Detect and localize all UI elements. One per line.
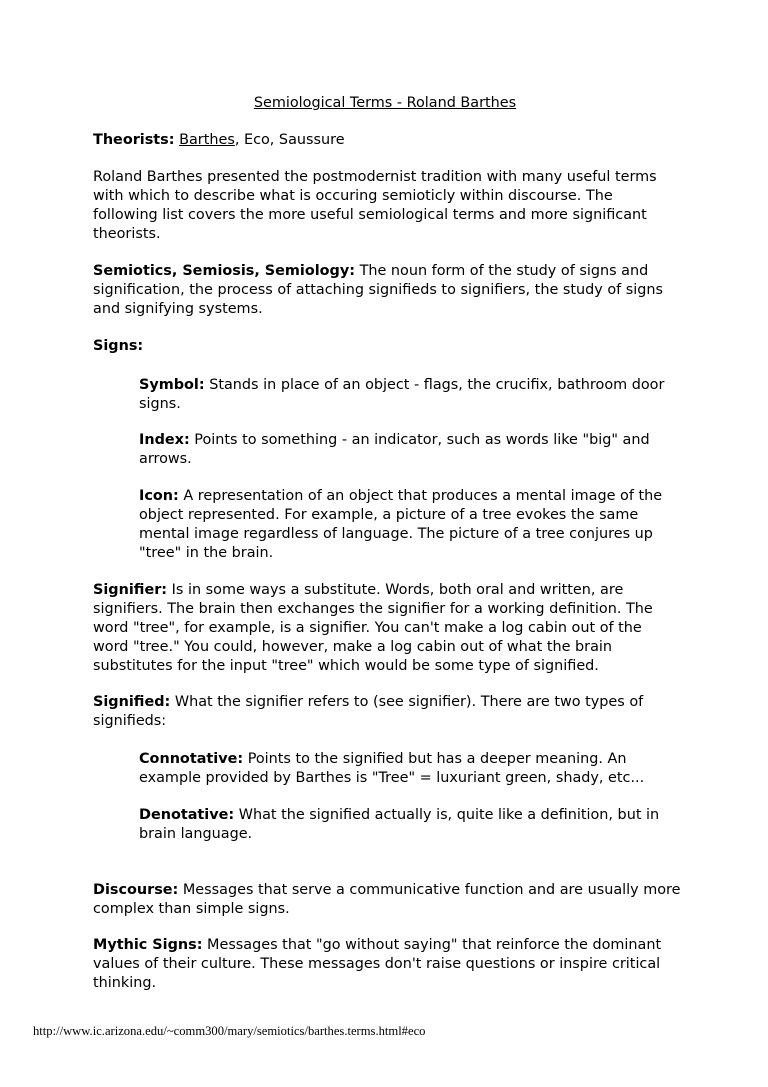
definition-line: What the signifier refers to (see signifier). There are two types of [170, 694, 644, 710]
definition-line: word "tree." You could, however, make a log cabin out of what the brain [93, 638, 613, 655]
definition-line: signification, the process of attaching signifieds to signifiers, the study of signs [93, 281, 664, 298]
signified-term: Signified: [93, 694, 171, 710]
theorists-line [93, 131, 693, 150]
definition-line: values of their culture. These messages don't raise questions or inspire critical [93, 955, 661, 972]
theorists-rest: , Eco, Saussure [234, 132, 345, 148]
definition-line: A representation of an object that produces a mental image of the [178, 488, 663, 504]
icon-definition [139, 487, 687, 563]
intro-paragraph [93, 168, 693, 244]
definition-line: signifiers. The brain then exchanges the signifier for a working definition. The [93, 600, 653, 617]
definition-line: brain language. [139, 825, 253, 842]
definition-line: complex than simple signs. [93, 900, 290, 917]
definition-line: object represented. For example, a picture of a tree evokes the same [139, 506, 639, 523]
definition-line: signs. [139, 395, 181, 412]
symbol-definition [139, 376, 687, 414]
signs-term: Signs: [93, 338, 144, 354]
definition-line: and signifying systems. [93, 300, 263, 317]
signifier-term: Signifier: [93, 582, 168, 598]
definition-line: signifieds: [93, 712, 167, 729]
definition-line: "tree" in the brain. [139, 544, 274, 561]
semiotics-term: Semiotics, Semiosis, Semiology: [93, 263, 355, 279]
icon-term: Icon: [139, 488, 179, 504]
denotative-definition [139, 806, 687, 844]
definition-line: mental image regardless of language. The picture of a tree conjures up [139, 525, 653, 542]
definition-line: Messages that serve a communicative function and are usually more [178, 882, 681, 898]
index-term: Index: [139, 432, 190, 448]
definition-line: Messages that "go without saying" that reinforce the dominant [202, 937, 662, 953]
discourse-definition [93, 881, 693, 919]
mythic-signs-definition [93, 936, 693, 993]
intro-line: theorists. [93, 225, 161, 242]
definition-line: The noun form of the study of signs and [355, 263, 649, 279]
signified-definition [93, 693, 693, 731]
denotative-term: Denotative: [139, 807, 235, 823]
footer-source-url: http://www.ic.arizona.edu/~comm300/mary/semiotics/barthes.terms.html#eco [33, 1024, 426, 1038]
intro-line: Roland Barthes presented the postmodernist tradition with many useful terms [93, 169, 657, 185]
intro-line: with which to describe what is occuring semioticly within discourse. The [93, 187, 613, 204]
definition-line: Is in some ways a substitute. Words, both oral and written, are [167, 582, 624, 598]
mythic-signs-term: Mythic Signs: [93, 937, 203, 953]
definition-line: Points to something - an indicator, such as words like "big" and [189, 432, 650, 448]
definition-line: word "tree", for example, is a signifier. You can't make a log cabin out of the [93, 619, 642, 636]
definition-line: Stands in place of an object - flags, the crucifix, bathroom door [204, 377, 665, 393]
signifier-definition [93, 581, 693, 676]
discourse-term: Discourse: [93, 882, 179, 898]
document-title: Semiological Terms - Roland Barthes [253, 95, 517, 111]
connotative-definition [139, 750, 687, 788]
signs-heading [93, 337, 693, 356]
theorists-label: Theorists: [93, 132, 175, 148]
connotative-term: Connotative: [139, 751, 244, 767]
intro-line: following list covers the more useful semiological terms and more significant [93, 206, 647, 223]
semiotics-definition [93, 262, 693, 319]
definition-line: substitutes for the input "tree" which would be some type of signified. [93, 657, 599, 674]
definition-line: What the signified actually is, quite like a definition, but in [234, 807, 660, 823]
definition-line: thinking. [93, 974, 157, 991]
barthes-link[interactable]: Barthes [179, 132, 235, 148]
definition-line: Points to the signified but has a deeper meaning. An [243, 751, 627, 767]
symbol-term: Symbol: [139, 377, 205, 393]
definition-line: example provided by Barthes is "Tree" = luxuriant green, shady, etc... [139, 769, 645, 786]
index-definition [139, 431, 687, 469]
definition-line: arrows. [139, 450, 192, 467]
